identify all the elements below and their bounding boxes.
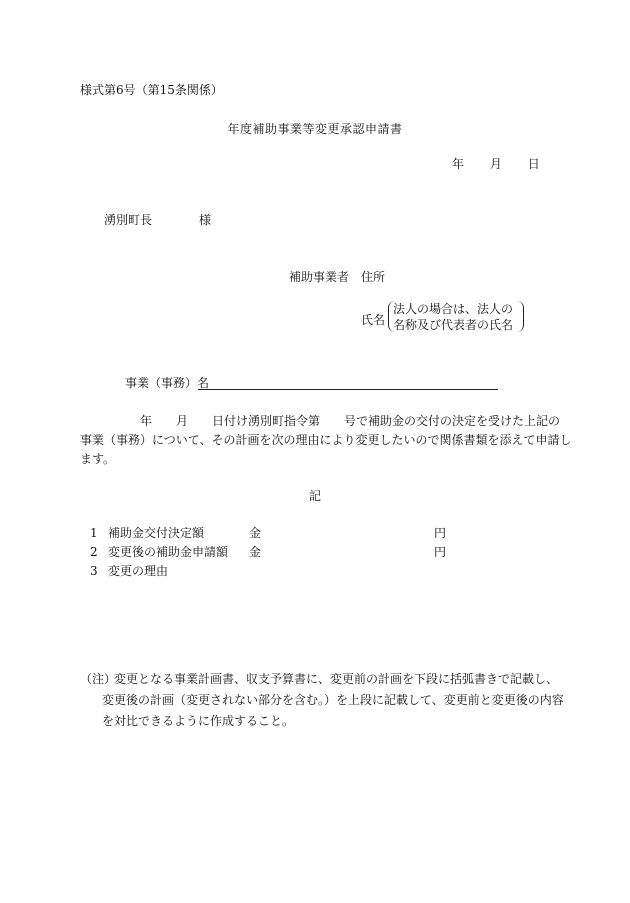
project-name-underline — [198, 389, 498, 390]
date-year: 年 — [452, 157, 465, 171]
address-label: 住所 — [361, 270, 386, 284]
item-number: 2 — [90, 545, 98, 559]
item-kin: 金 — [249, 545, 262, 559]
addressee — [104, 213, 211, 227]
note-label: （注） — [80, 672, 117, 686]
item-yen: 円 — [434, 526, 447, 540]
ki-heading: 記 — [308, 489, 321, 503]
date-day: 日 — [527, 157, 540, 171]
bracket-line-2: 名称及び代表者の氏名 — [393, 318, 514, 332]
name-bracket-note — [388, 301, 524, 332]
body-line-3: ます。 — [80, 452, 116, 466]
bracket-line-1: 法人の場合は、法人の — [393, 302, 514, 316]
note-line-2: 変更後の計画（変更されない部分を含む。）を上段に記載して、変更前と変更後の内容 — [102, 693, 564, 707]
item-number: 3 — [90, 564, 98, 578]
date-month: 月 — [489, 157, 502, 171]
item-label: 変更の理由 — [108, 564, 169, 578]
applicant-address-line — [289, 270, 385, 284]
body-line-2: 事業（事務）について、その計画を次の理由により変更したいので関係書類を添えて申請し — [80, 433, 572, 447]
form-number: 様式第6号（第15条関係） — [80, 83, 223, 97]
item-label: 変更後の補助金申請額 — [108, 545, 229, 559]
name-label: 氏名 — [361, 313, 386, 327]
applicant-label: 補助事業者 — [289, 270, 350, 284]
addressee-name: 湧別町長 — [104, 213, 153, 227]
item-label: 補助金交付決定額 — [108, 526, 205, 540]
application-body — [80, 412, 572, 469]
item-kin: 金 — [249, 526, 262, 540]
addressee-honorific: 様 — [199, 213, 212, 227]
document-title: 年度補助事業等変更承認申請書 — [227, 122, 403, 136]
date-line — [452, 157, 540, 171]
item-number: 1 — [90, 526, 98, 540]
body-line-1: 年 月 日付け湧別町指令第 号で補助金の交付の決定を受けた上記の — [80, 414, 561, 428]
note-line-1: 変更となる事業計画書、収支予算書に、変更前の計画を下段に括弧書きで記載し、 — [114, 672, 559, 686]
project-name-label: 事業（事務）名 — [125, 376, 210, 390]
item-yen: 円 — [434, 545, 447, 559]
note-line-3: を対比できるように作成すること。 — [102, 714, 295, 728]
note — [80, 669, 564, 732]
